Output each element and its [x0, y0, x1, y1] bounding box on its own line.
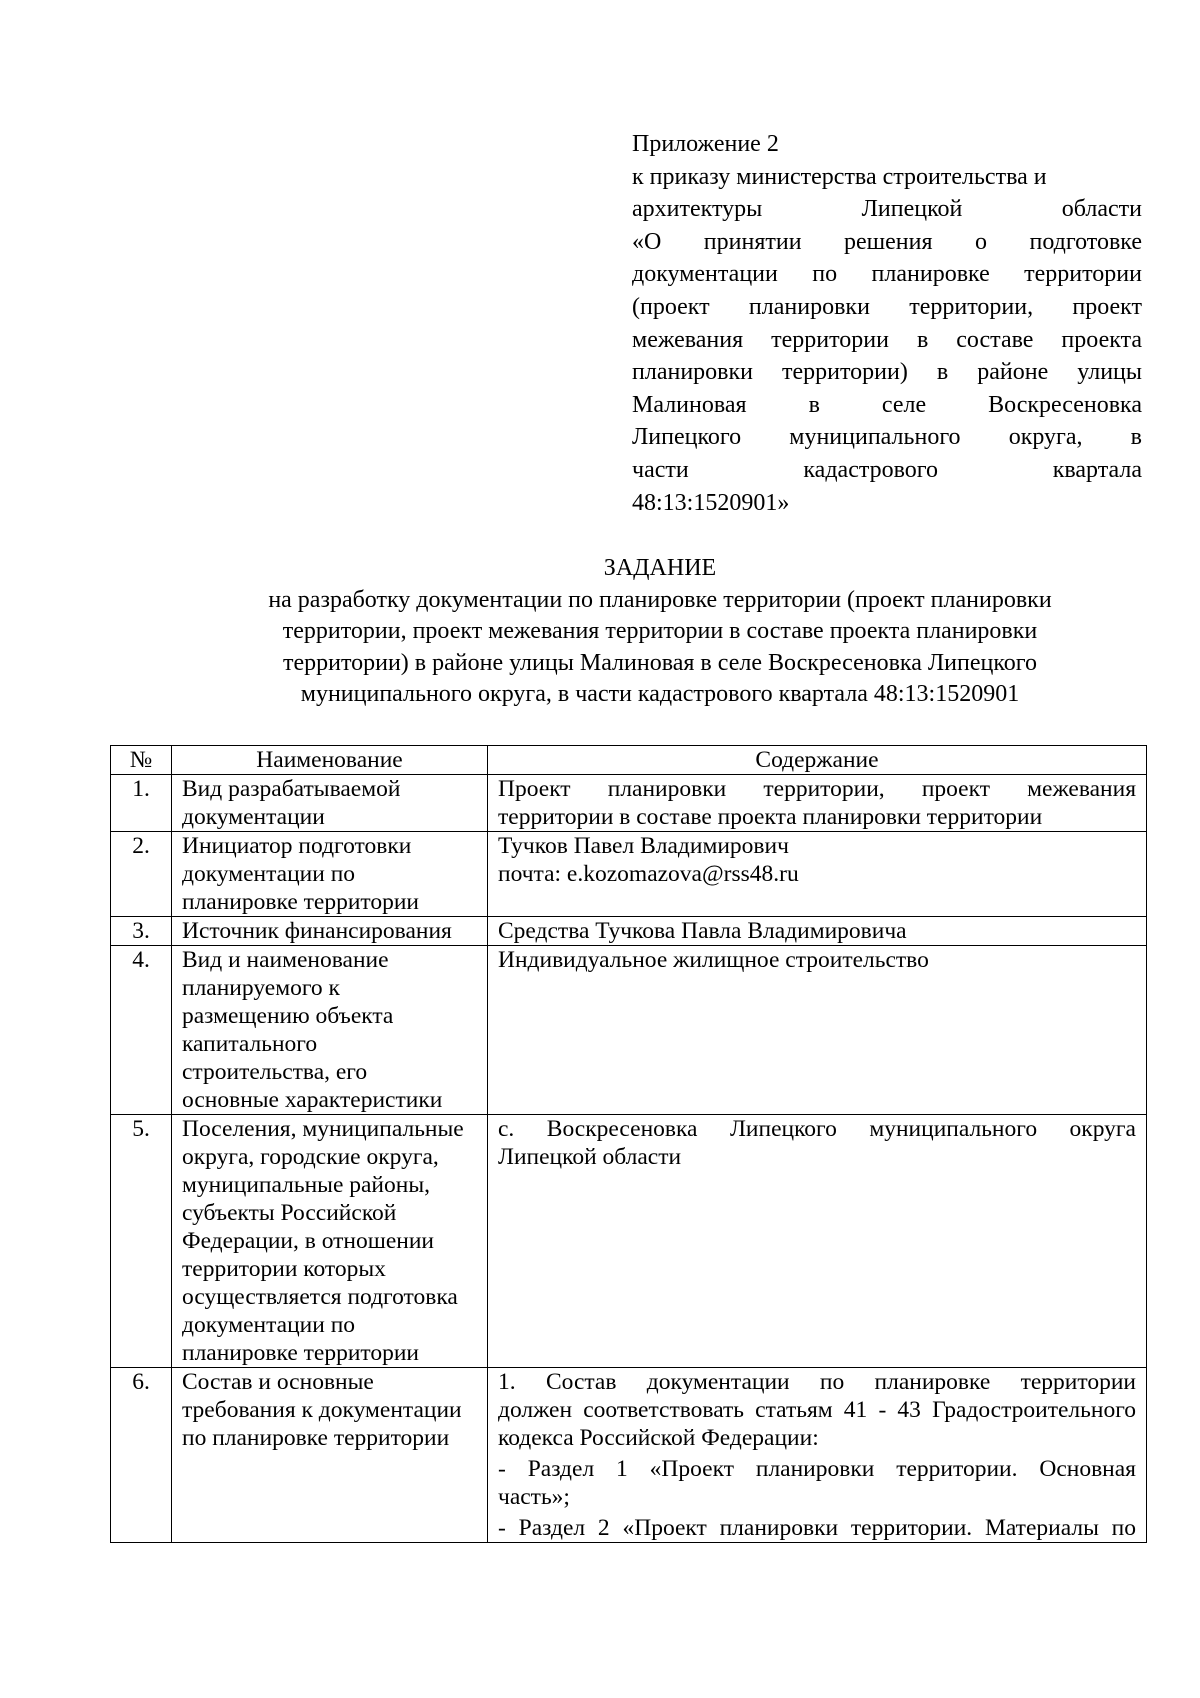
row-name — [172, 1115, 488, 1368]
attachment-line: документации по планировке территории — [632, 261, 1142, 288]
row-content-line: часть»; — [498, 1484, 570, 1510]
document-title — [110, 553, 1200, 711]
row-name-line: документации по — [182, 1312, 356, 1338]
row-content-line: - Раздел 2 «Проект планировки территории. Материалы по — [498, 1515, 1136, 1541]
row-content-line: Проект планировки территории, проект межевания — [498, 776, 1136, 802]
table-row — [111, 1368, 1147, 1543]
row-name-line: Поселения, муниципальные — [182, 1116, 464, 1142]
row-name — [172, 775, 488, 832]
row-number: 2. — [111, 832, 172, 917]
row-content-line: Липецкой области — [498, 1144, 682, 1170]
row-name-line: капитального — [182, 1031, 318, 1057]
title-line: на разработку документации по планировке территории (проект планировки — [268, 586, 1052, 613]
row-name-line: основные характеристики — [182, 1087, 443, 1113]
attachment-line: Приложение 2 — [632, 131, 779, 157]
row-content — [488, 917, 1147, 946]
row-name — [172, 832, 488, 917]
table-row — [111, 917, 1147, 946]
row-name-line: субъекты Российской — [182, 1200, 397, 1226]
attachment-line: к приказу министерства строительства и — [632, 163, 1047, 190]
attachment-line: архитектуры Липецкой области — [632, 196, 1142, 223]
row-content-line: должен соответствовать статьям 41 - 43 Градостроительного — [498, 1397, 1136, 1423]
table-row — [111, 832, 1147, 917]
row-name — [172, 946, 488, 1115]
row-name-line: Федерации, в отношении — [182, 1228, 434, 1254]
row-name-line: требования к документации — [182, 1397, 462, 1423]
row-content-line: - Раздел 1 «Проект планировки территории. Основная — [498, 1456, 1136, 1482]
row-content-line: 1. Состав документации по планировке территории — [498, 1369, 1136, 1395]
attachment-line: (проект планировки территории, проект — [632, 293, 1142, 320]
row-number: 5. — [111, 1115, 172, 1368]
attachment-line: Липецкого муниципального округа, в — [632, 424, 1142, 451]
row-name-line: территории которых — [182, 1256, 386, 1282]
row-name — [172, 1368, 488, 1543]
row-content — [488, 775, 1147, 832]
attachment-line: части кадастрового квартала — [632, 456, 1142, 483]
row-number: 4. — [111, 946, 172, 1115]
row-name-line: Инициатор подготовки — [182, 833, 412, 859]
title-heading: ЗАДАНИЕ — [603, 555, 717, 581]
row-content-line: Средства Тучкова Павла Владимировича — [498, 918, 907, 944]
row-name-line: документации — [182, 804, 325, 830]
table-header-row — [111, 746, 1147, 775]
attachment-line: межевания территории в составе проекта — [632, 326, 1142, 353]
row-content — [488, 832, 1147, 917]
header-content: Содержание — [488, 746, 1147, 775]
row-name-line: Источник финансирования — [182, 918, 452, 944]
row-content-line: Тучков Павел Владимирович — [498, 833, 789, 859]
attachment-line: планировки территории) в районе улицы — [632, 359, 1142, 386]
row-number: 3. — [111, 917, 172, 946]
header-number: № — [111, 746, 172, 775]
initiator-email: почта: e.kozomazova@rss48.ru — [498, 861, 799, 887]
row-name-line: планируемого к — [182, 975, 340, 1001]
row-name-line: Состав и основные — [182, 1369, 374, 1395]
title-line: муниципального округа, в части кадастрового квартала 48:13:1520901 — [300, 681, 1020, 707]
task-table — [110, 745, 1147, 1543]
row-content-line: с. Воскресеновка Липецкого муниципального округа — [498, 1116, 1136, 1142]
title-line: территории) в районе улицы Малиновая в селе Воскресеновка Липецкого — [282, 649, 1038, 676]
row-content — [488, 1368, 1147, 1543]
attachment-line: «О принятии решения о подготовке — [632, 228, 1142, 255]
row-name-line: размещению объекта — [182, 1003, 394, 1029]
row-name-line: осуществляется подготовка — [182, 1284, 458, 1310]
row-content-line: территории в составе проекта планировки территории — [498, 804, 1043, 830]
row-name-line: строительства, его — [182, 1059, 368, 1085]
row-name-line: муниципальные районы, — [182, 1172, 431, 1198]
row-name-line: округа, городские округа, — [182, 1144, 439, 1170]
row-content — [488, 946, 1147, 1115]
row-name-line: документации по — [182, 861, 356, 887]
attachment-line: 48:13:1520901» — [632, 489, 790, 516]
row-content-line: кодекса Российской Федерации: — [498, 1425, 819, 1451]
row-name-line: по планировке территории — [182, 1425, 450, 1451]
row-name-line: планировке территории — [182, 889, 420, 915]
row-content-line: Индивидуальное жилищное строительство — [498, 947, 929, 973]
row-name-line: Вид и наименование — [182, 947, 389, 973]
row-number: 1. — [111, 775, 172, 832]
row-name-line: Вид разрабатываемой — [182, 776, 401, 802]
table-row — [111, 775, 1147, 832]
row-name — [172, 917, 488, 946]
attachment-line: Малиновая в селе Воскресеновка — [632, 391, 1142, 418]
row-content — [488, 1115, 1147, 1368]
row-name-line: планировке территории — [182, 1340, 420, 1366]
attachment-note — [632, 128, 1142, 519]
header-name: Наименование — [172, 746, 488, 775]
row-number: 6. — [111, 1368, 172, 1543]
table-row — [111, 946, 1147, 1115]
title-line: территории, проект межевания территории в составе проекта планировки — [282, 618, 1038, 644]
table-row — [111, 1115, 1147, 1368]
